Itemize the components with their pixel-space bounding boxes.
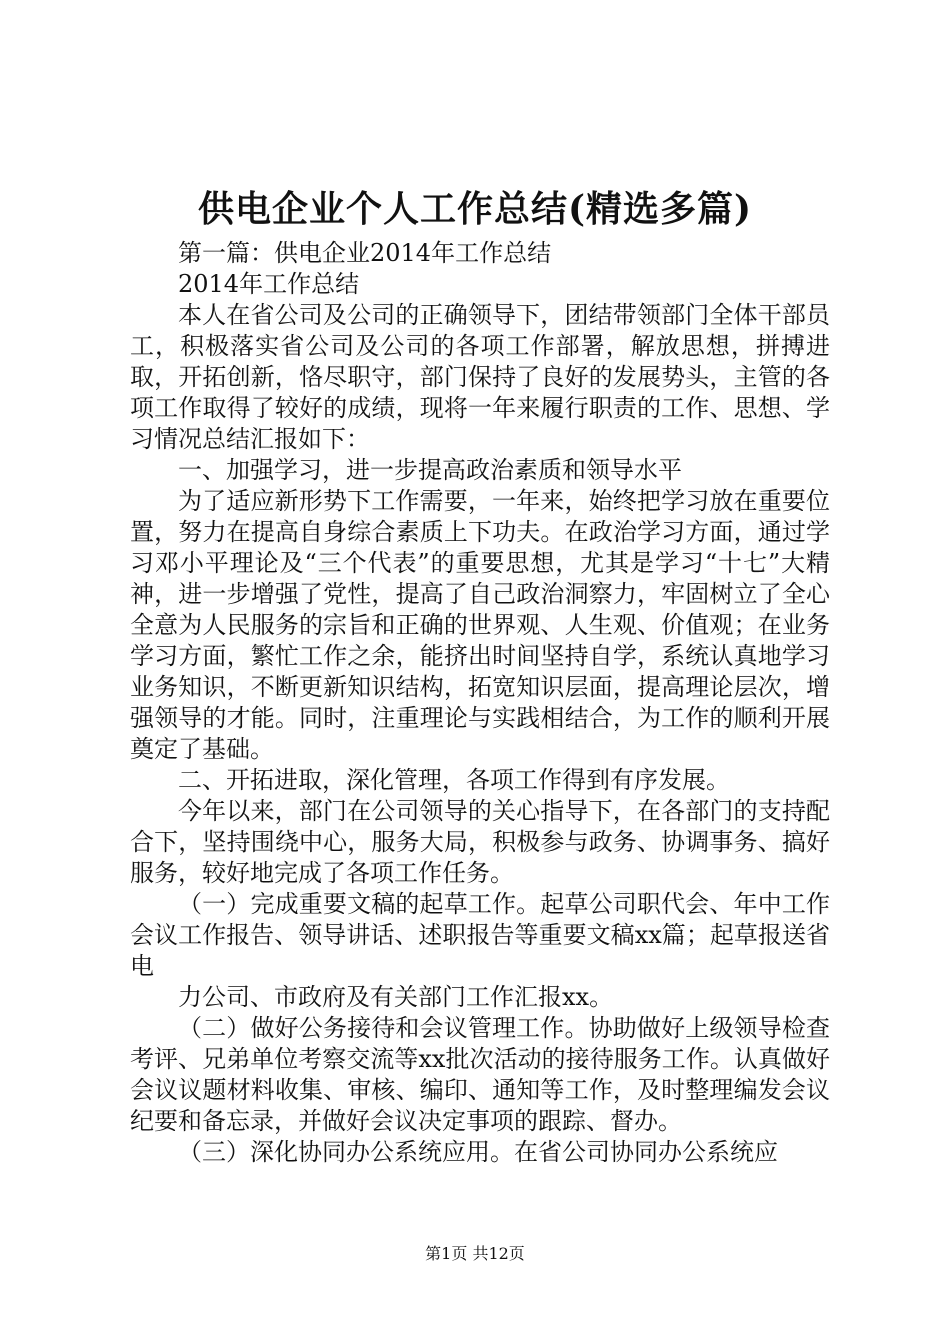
paragraph: 力公司、市政府及有关部门工作汇报xx。 [178, 983, 614, 1011]
page-footer: 第1页 共12页 [425, 1244, 525, 1263]
paragraph: 本人在省公司及公司的正确领导下，团结带领部门全体干部员工，积极落实省公司及公司的各项工作部署，解放思想，拼搏进取，开拓创新，恪尽职守，部门保持了良好的发展势头，主管的各项工作取得了较好的成绩，现将一年来履行职责的工作、思想、学习情况总结汇报如下： [130, 301, 830, 453]
section-heading: 二、开拓进取，深化管理，各项工作得到有序发展。 [178, 766, 730, 794]
paragraph: 2014年工作总结 [178, 270, 360, 298]
document-body [130, 238, 830, 1168]
paragraph: （三）深化协同办公系统应用。在省公司协同办公系统应 [178, 1138, 778, 1166]
section-heading: 一、加强学习，进一步提高政治素质和领导水平 [178, 456, 682, 484]
document-title: 供电企业个人工作总结(精选多篇) [197, 188, 753, 230]
paragraph: （一）完成重要文稿的起草工作。起草公司职代会、年中工作会议工作报告、领导讲话、述职报告等重要文稿xx篇；起草报送省电 [130, 890, 830, 980]
paragraph: 为了适应新形势下工作需要，一年来，始终把学习放在重要位置，努力在提高自身综合素质上下功夫。在政治学习方面，通过学习邓小平理论及“三个代表”的重要思想，尤其是学习“十七”大精神，进一步增强了党性，提高了自己政治洞察力，牢固树立了全心全意为人民服务的宗旨和正确的世界观、人生观、价值观；在业务学习方面，繁忙工作之余，能挤出时间坚持自学，系统认真地学习业务知识，不断更新知识结构，拓宽知识层面，提高理论层次，增强领导的才能。同时，注重理论与实践相结合，为工作的顺利开展奠定了基础。 [130, 487, 830, 763]
paragraph: 今年以来，部门在公司领导的关心指导下，在各部门的支持配合下，坚持围绕中心，服务大局，积极参与政务、协调事务、搞好服务，较好地完成了各项工作任务。 [130, 797, 830, 887]
paragraph: （二）做好公务接待和会议管理工作。协助做好上级领导检查考评、兄弟单位考察交流等xx批次活动的接待服务工作。认真做好会议议题材料收集、审核、编印、通知等工作，及时整理编发会议纪要和备忘录，并做好会议决定事项的跟踪、督办。 [130, 1014, 830, 1135]
paragraph: 第一篇：供电企业2014年工作总结 [178, 239, 552, 267]
